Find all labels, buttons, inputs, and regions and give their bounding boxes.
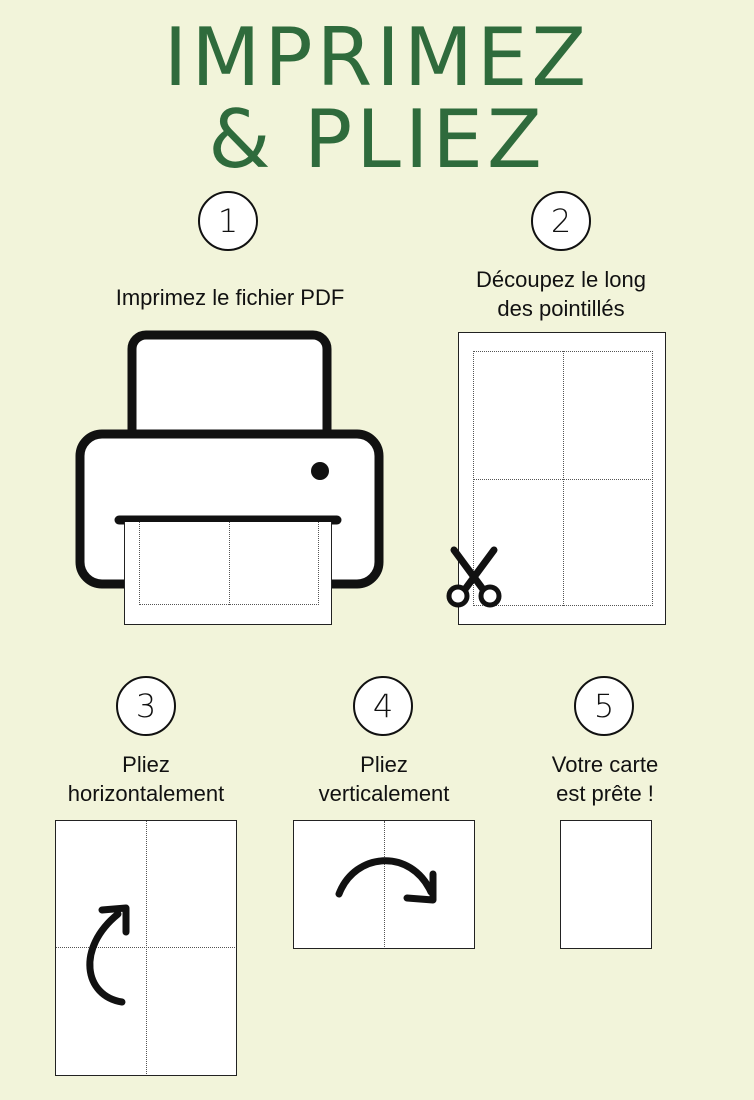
step-4-caption-line-2: verticalement (318, 781, 450, 806)
title-line-2: & PLIEZ (208, 93, 546, 186)
fold-line (229, 522, 230, 605)
title-line-1: IMPRIMEZ (163, 11, 591, 104)
step-1-number: 1 (198, 191, 258, 251)
step-3-caption-line-1: Pliez (122, 752, 170, 777)
curved-arrow-up-icon (78, 900, 138, 1010)
step-2-number: 2 (531, 191, 591, 251)
step-4-number: 4 (353, 676, 413, 736)
scissors-icon (444, 546, 504, 608)
card-icon (560, 820, 652, 949)
printed-sheet (124, 522, 332, 625)
fold-line-horizontal (473, 479, 653, 480)
step-4-caption-line-1: Pliez (360, 752, 408, 777)
step-1-caption-line-1: Imprimez le fichier PDF (115, 285, 345, 310)
step-3-caption-line-2: horizontalement (67, 781, 225, 806)
step-2-caption-line-1: Découpez le long (475, 267, 646, 292)
step-3-number: 3 (116, 676, 176, 736)
step-5-caption (510, 750, 700, 808)
curved-arrow-right-icon (333, 852, 443, 907)
step-2-caption (420, 265, 702, 323)
step-2-caption-line-2: des pointillés (497, 296, 625, 321)
step-5-number: 5 (574, 676, 634, 736)
step-5-caption-line-1: Votre carte (551, 752, 659, 777)
step-4-caption (274, 750, 494, 808)
step-1-caption (60, 283, 400, 312)
step-3-caption (26, 750, 266, 808)
step-5-caption-line-2: est prête ! (556, 781, 654, 806)
